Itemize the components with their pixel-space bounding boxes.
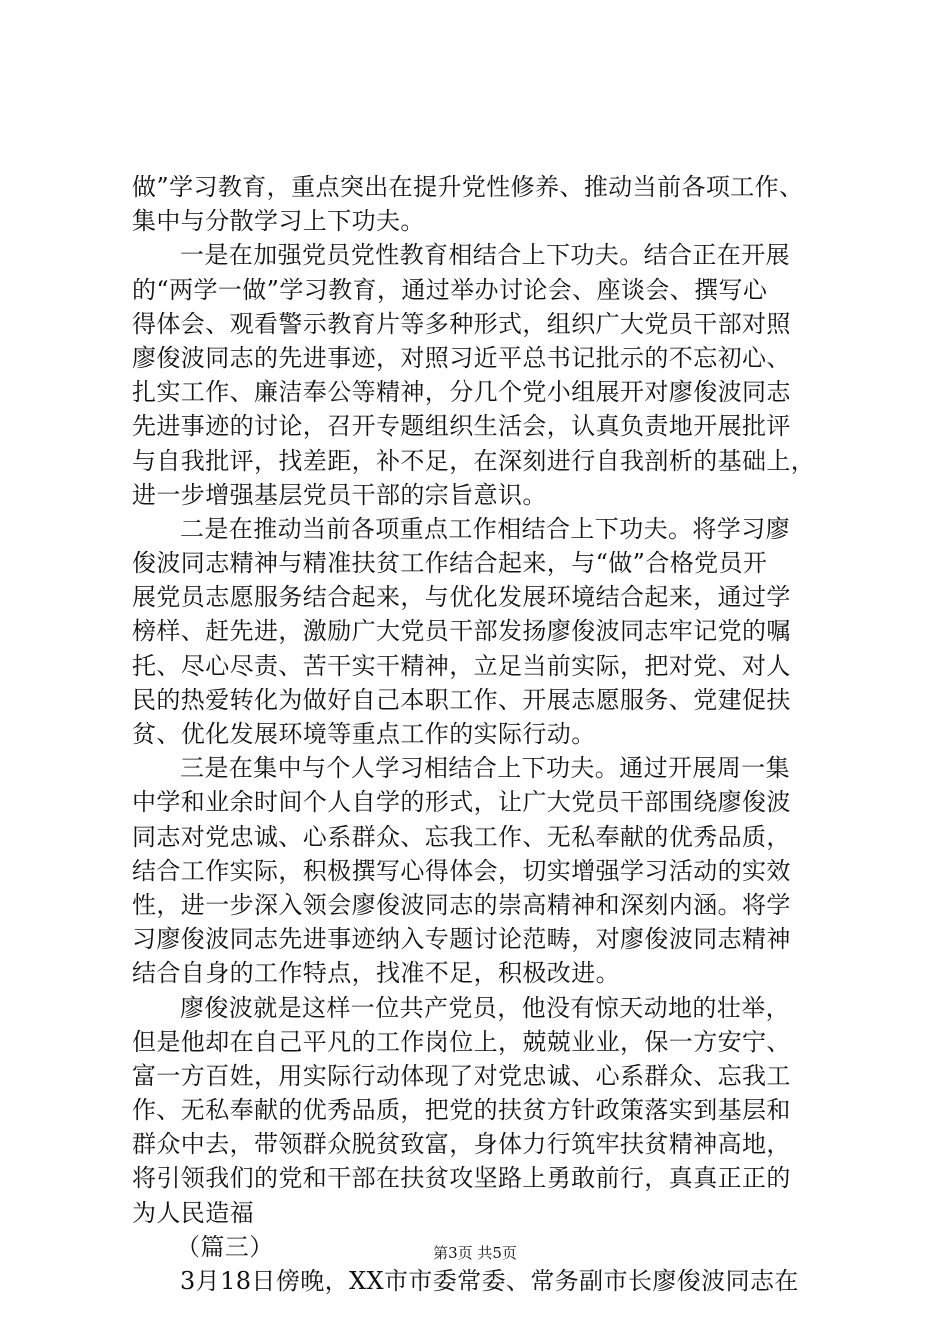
text-line: 榜样、赶先进，激励广大党员干部发扬廖俊波同志牢记党的嘱 <box>132 617 791 646</box>
text-line: 做”学习教育，重点突出在提升党性修养、推动当前各项工作、 <box>132 173 804 201</box>
text-line: 同志对党忠诚、心系群众、忘我工作、无私奉献的优秀品质， <box>132 822 791 851</box>
text-line: 得体会、观看警示教育片等多种形式，组织广大党员干部对照 <box>132 309 791 338</box>
text-line: 结合自身的工作特点，找准不足，积极改进。 <box>132 959 620 988</box>
paragraph-start-line: 3月18日傍晚，XX市市委常委、常务副市长廖俊波同志在 <box>180 1267 799 1295</box>
text-line: 与自我批评，找差距，补不足，在深刻进行自我剖析的基础上， <box>132 446 816 475</box>
text-line: 贫、优化发展环境等重点工作的实际行动。 <box>132 720 596 748</box>
text-line: 先进事迹的讨论，召开专题组织生活会，认真负责地开展批评 <box>132 412 791 441</box>
text-line: 富一方百姓，用实际行动体现了对党忠诚、心系群众、忘我工 <box>132 1061 791 1090</box>
text-line: 俊波同志精神与精准扶贫工作结合起来，与“做”合格党员开 <box>132 549 768 578</box>
paragraph-start-line: 一是在加强党员党性教育相结合上下功夫。结合正在开展 <box>180 241 790 270</box>
section-heading: （篇三） <box>176 1232 274 1261</box>
text-line: 的“两学一做”学习教育，通过举办讨论会、座谈会、撰写心 <box>132 275 768 304</box>
text-line: 习廖俊波同志先进事迹纳入专题讨论范畴，对廖俊波同志精神 <box>132 925 791 954</box>
text-line: 作、无私奉献的优秀品质，把党的扶贫方针政策落实到基层和 <box>132 1096 791 1125</box>
text-line: 但是他却在自己平凡的工作岗位上，兢兢业业，保一方安宁、 <box>132 1027 791 1056</box>
text-line: 集中与分散学习上下功夫。 <box>132 207 425 236</box>
paragraph-start-line: 三是在集中与个人学习相结合上下功夫。通过开展周一集 <box>180 754 790 783</box>
text-line: 将引领我们的党和干部在扶贫攻坚路上勇敢前行，真真正正的 <box>132 1164 791 1193</box>
text-line: 展党员志愿服务结合起来，与优化发展环境结合起来，通过学 <box>132 583 791 612</box>
text-line: 廖俊波同志的先进事迹，对照习近平总书记批示的不忘初心、 <box>132 343 791 372</box>
text-line: 扎实工作、廉洁奉公等精神，分几个党小组展开对廖俊波同志 <box>132 378 791 407</box>
text-line: 托、尽心尽责、苦干实干精神，立足当前实际，把对党、对人 <box>132 651 791 680</box>
document-body <box>132 170 832 1298</box>
paragraph-start-line: 廖俊波就是这样一位共产党员，他没有惊天动地的壮举， <box>180 993 790 1022</box>
page-number-footer: 第3页 共5页 <box>433 1244 517 1262</box>
text-line: 性，进一步深入领会廖俊波同志的崇高精神和深刻内涵。将学 <box>132 890 791 919</box>
text-line: 为人民造福 <box>132 1198 254 1227</box>
text-line: 中学和业余时间个人自学的形式，让广大党员干部围绕廖俊波 <box>132 788 791 817</box>
text-line: 民的热爱转化为做好自己本职工作、开展志愿服务、党建促扶 <box>132 685 791 714</box>
text-line: 结合工作实际，积极撰写心得体会，切实增强学习活动的实效 <box>132 856 791 885</box>
paragraph-start-line: 二是在推动当前各项重点工作相结合上下功夫。将学习廖 <box>180 514 790 543</box>
text-line: 群众中去，带领群众脱贫致富，身体力行筑牢扶贫精神高地， <box>132 1130 791 1159</box>
text-line: 进一步增强基层党员干部的宗旨意识。 <box>132 480 547 509</box>
